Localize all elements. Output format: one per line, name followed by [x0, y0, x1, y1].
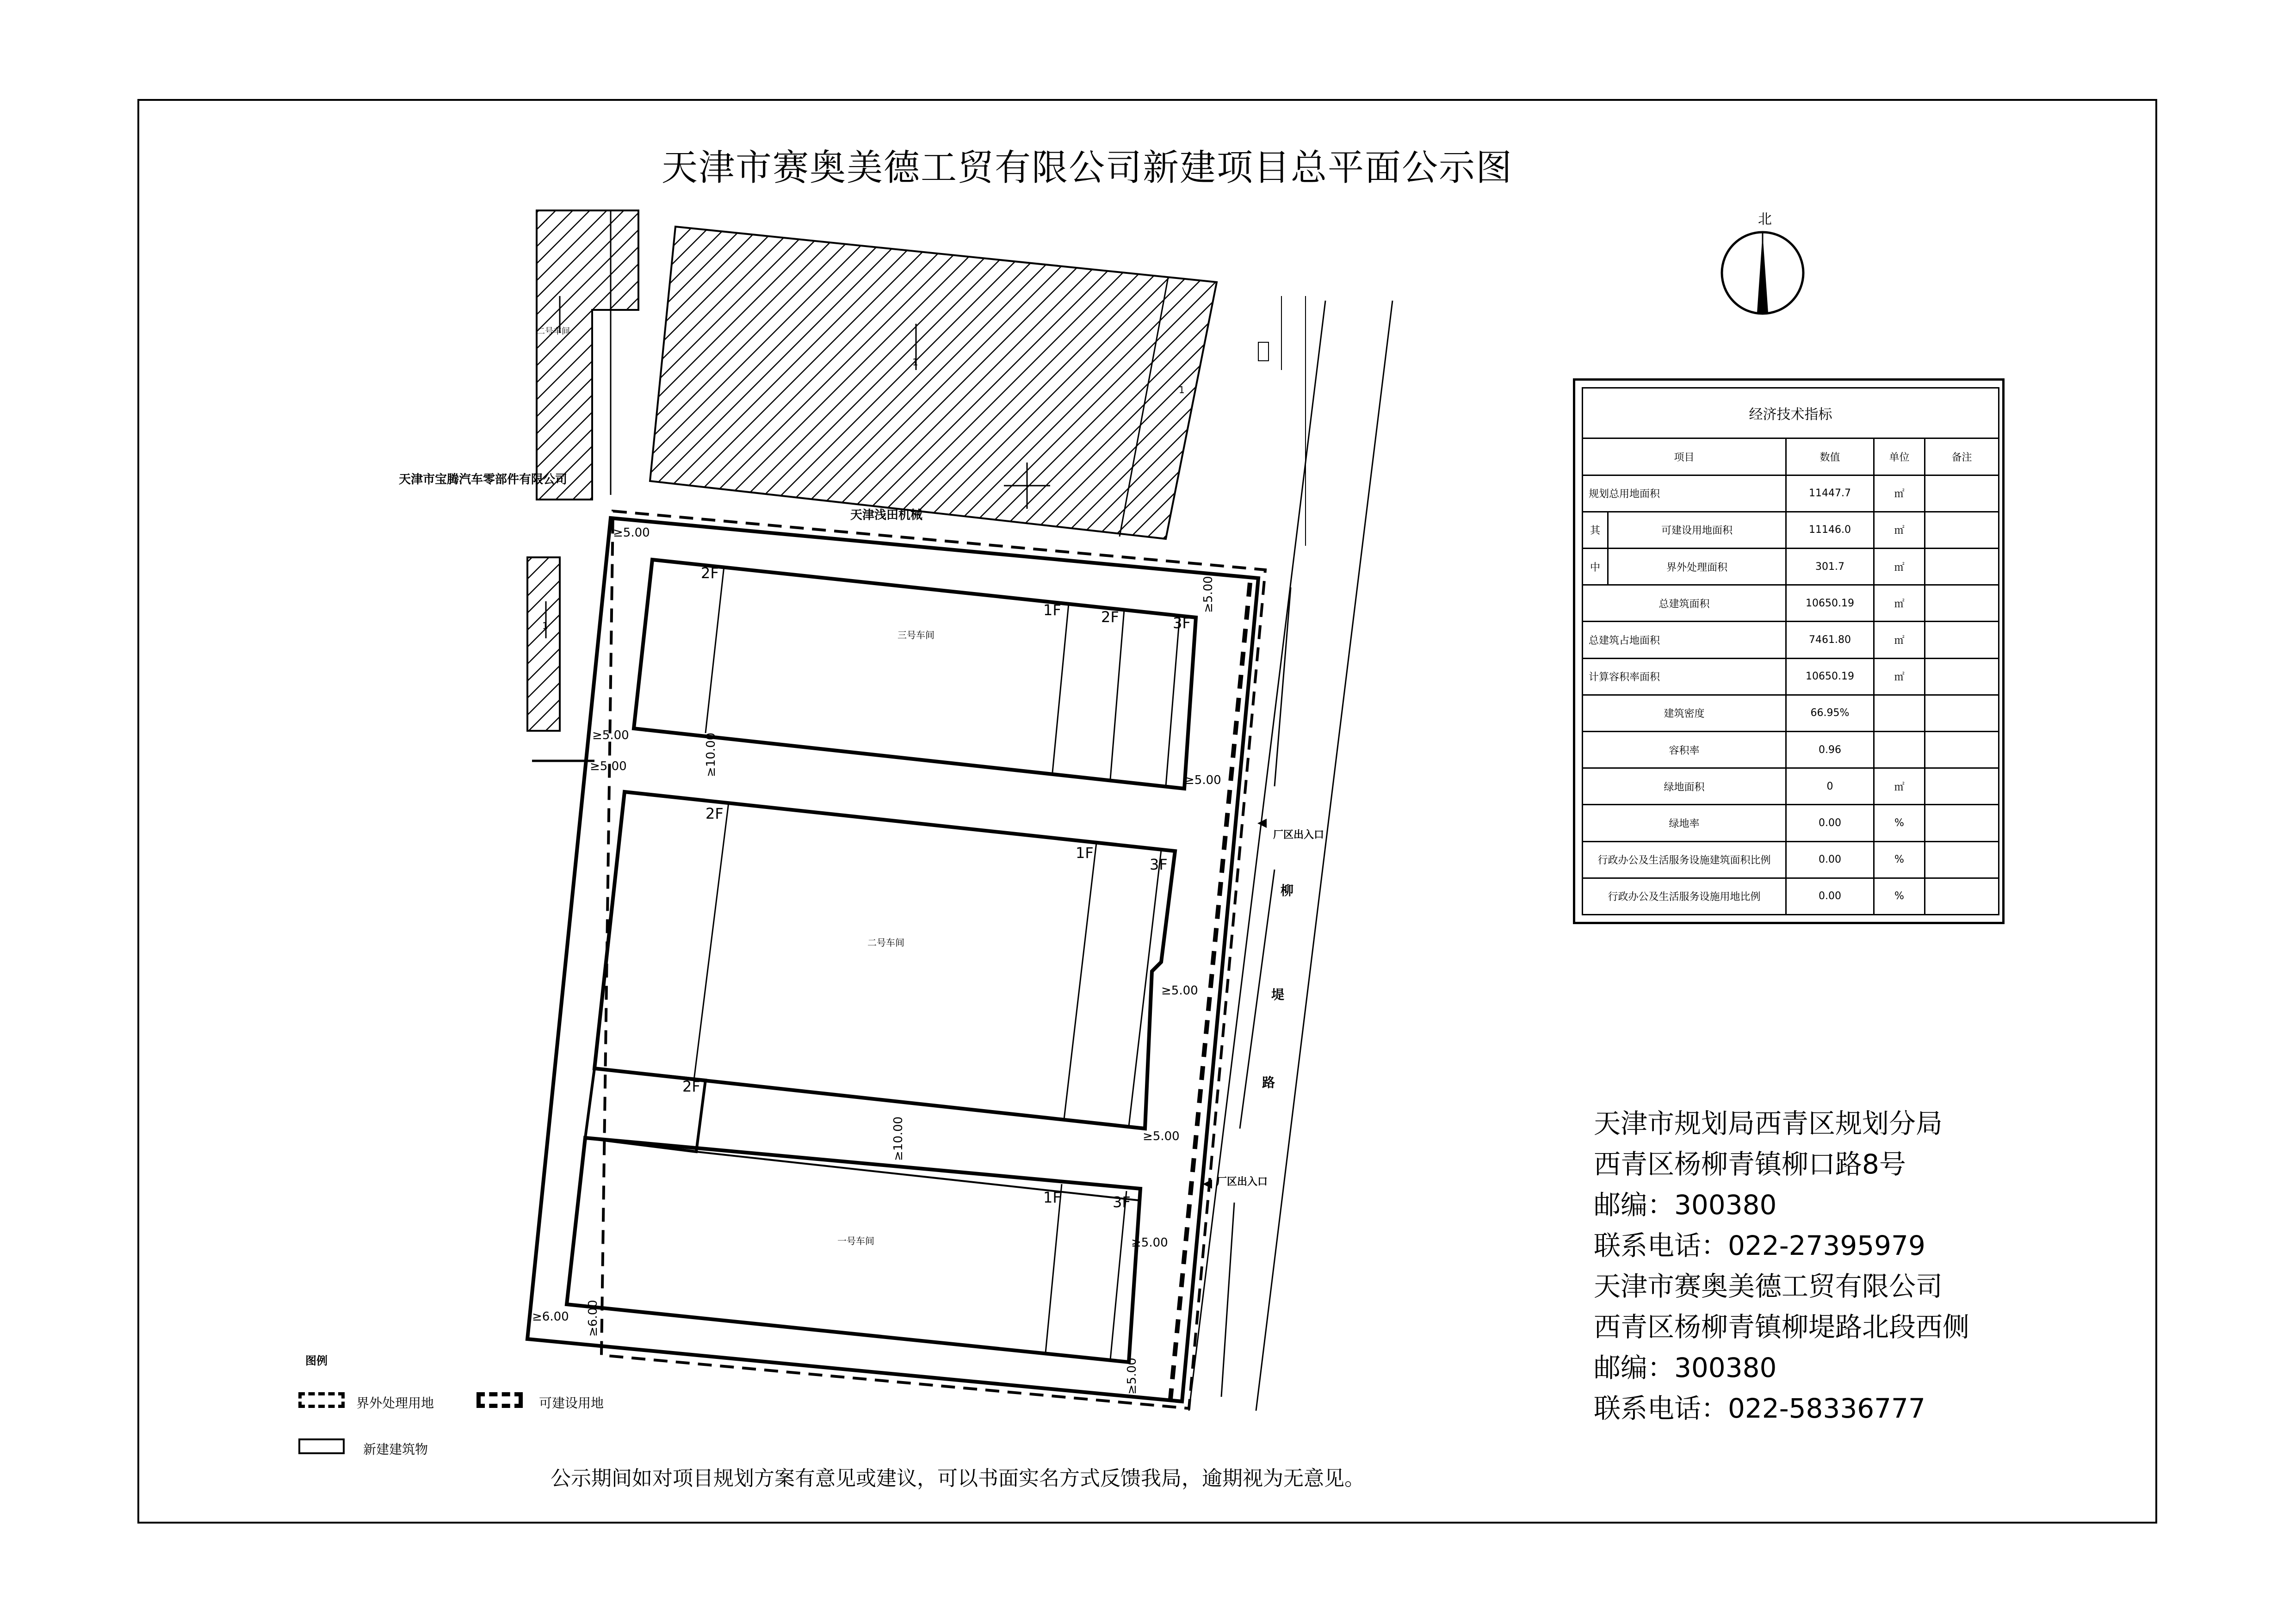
- neighbor-parcels: [527, 210, 1217, 731]
- public-notice: 公示期间如对项目规划方案有意见或建议，可以书面实名方式反馈我局，逾期视为无意见。: [551, 1467, 1365, 1490]
- neighbor-small-label-1: 二号车间: [537, 327, 570, 336]
- road-name-char-1: 柳: [1281, 883, 1294, 898]
- entrance-label-2: 厂区出入口: [1217, 1176, 1268, 1188]
- neighbor-small-label-4: 1: [542, 620, 548, 631]
- legend-swatch-offsite: [298, 1392, 345, 1408]
- building-2-floor-1: 2F: [706, 805, 724, 822]
- contact-info: [1594, 1103, 2149, 1429]
- building-3-floor-1: 2F: [701, 564, 719, 582]
- setback-label: ≥5.00: [1131, 1236, 1168, 1250]
- setback-label: ≥10.00: [704, 732, 718, 777]
- building-3: [634, 560, 1196, 789]
- road-name-char-3: 路: [1262, 1075, 1275, 1090]
- north-arrow-icon: [1722, 211, 1803, 314]
- building-1: [567, 1138, 1140, 1362]
- road-lines: [1189, 296, 1392, 1411]
- legend-item-offsite: 界外处理用地: [356, 1395, 434, 1411]
- road-name-char-2: 堤: [1271, 987, 1285, 1002]
- table-row: 建筑密度 66.95%: [1583, 695, 1999, 731]
- building-3-floor-2: 1F: [1043, 601, 1061, 619]
- neighbor-small-label-3: 1: [1179, 384, 1185, 395]
- setback-labels: [532, 526, 1221, 1395]
- building-3-floor-3: 2F: [1101, 608, 1119, 626]
- company-postcode: 邮编：300380: [1594, 1352, 1777, 1383]
- econ-header-note: 备注: [1925, 438, 1999, 475]
- company-name: 天津市赛奥美德工贸有限公司: [1594, 1271, 1943, 1302]
- connector-floor: 2F: [682, 1078, 700, 1095]
- table-row: 容积率 0.96: [1583, 731, 1999, 768]
- building-1-floor-3: 3F: [1113, 1193, 1131, 1211]
- setback-label: ≥6.00: [532, 1310, 569, 1324]
- building-1-floor-2: 1F: [1043, 1189, 1061, 1206]
- setback-label: ≥5.00: [1125, 1358, 1139, 1395]
- econ-header-unit: 单位: [1874, 438, 1925, 475]
- table-row: 中 界外处理面积 301.7 ㎡: [1583, 549, 1999, 585]
- econ-table-caption: 经济技术指标: [1583, 388, 1999, 438]
- econ-header-item: 项目: [1583, 438, 1786, 475]
- table-row: 总建筑面积 10650.19 ㎡: [1583, 585, 1999, 622]
- building-2-name: 二号车间: [867, 937, 904, 948]
- entrance-label-1: 厂区出入口: [1273, 829, 1324, 841]
- setback-label: ≥5.00: [1161, 984, 1198, 998]
- neighbor-north-company: 天津浅田机械: [850, 508, 923, 522]
- planning-bureau-phone: 联系电话：022-27395979: [1594, 1230, 1925, 1261]
- setback-label: ≥5.00: [613, 526, 650, 540]
- table-row: 行政办公及生活服务设施建筑面积比例 0.00 %: [1583, 841, 1999, 878]
- company-phone: 联系电话：022-58336777: [1594, 1393, 1925, 1424]
- table-row: 规划总用地面积 11447.7 ㎡: [1583, 475, 1999, 512]
- setback-label: ≥5.00: [592, 728, 629, 742]
- table-row: 行政办公及生活服务设施用地比例 0.00 %: [1583, 878, 1999, 914]
- building-3-floor-4: 3F: [1173, 614, 1191, 632]
- setback-label: ≥6.00: [586, 1300, 600, 1337]
- setback-label: ≥5.00: [1201, 576, 1215, 613]
- planning-bureau-address: 西青区杨柳青镇柳口路8号: [1594, 1148, 1906, 1180]
- building-2-floor-2: 1F: [1076, 844, 1094, 862]
- table-row: 总建筑占地面积 7461.80 ㎡: [1583, 622, 1999, 658]
- neighbor-west-company: 天津市宝腾汽车零部件有限公司: [399, 473, 568, 487]
- legend-swatch-buildable: [477, 1392, 523, 1408]
- setback-label: ≥5.00: [1143, 1129, 1180, 1143]
- page-title: 天津市赛奥美德工贸有限公司新建项目总平面公示图: [662, 147, 1513, 189]
- north-label: 北: [1758, 211, 1772, 228]
- site-boundary: [527, 511, 1265, 1408]
- planning-bureau-name: 天津市规划局西青区规划分局: [1594, 1108, 1943, 1139]
- econ-indicator-table: [1573, 378, 2005, 924]
- neighbor-small-label-2: 1: [912, 357, 918, 368]
- econ-header-value: 数值: [1786, 438, 1874, 475]
- building-1-name: 一号车间: [837, 1235, 874, 1247]
- planning-bureau-postcode: 邮编：300380: [1594, 1189, 1777, 1221]
- legend-item-buildable: 可建设用地: [539, 1395, 604, 1411]
- building-2-floor-3: 3F: [1150, 856, 1168, 873]
- setback-label: ≥10.00: [891, 1116, 905, 1161]
- table-row: 绿地率 0.00 %: [1583, 805, 1999, 841]
- legend-title: 图例: [305, 1354, 328, 1367]
- setback-label: ≥5.00: [590, 759, 627, 773]
- setback-label: ≥5.00: [1184, 773, 1221, 787]
- legend-swatch-new-building: [298, 1438, 345, 1454]
- table-row: 计算容积率面积 10650.19 ㎡: [1583, 658, 1999, 695]
- table-row: 其 可建设用地面积 11146.0 ㎡: [1583, 512, 1999, 548]
- building-3-name: 三号车间: [897, 629, 934, 641]
- table-row: 绿地面积 0 ㎡: [1583, 768, 1999, 805]
- legend-item-new-building: 新建建筑物: [363, 1442, 428, 1457]
- company-address: 西青区杨柳青镇柳堤路北段西侧: [1594, 1311, 1970, 1343]
